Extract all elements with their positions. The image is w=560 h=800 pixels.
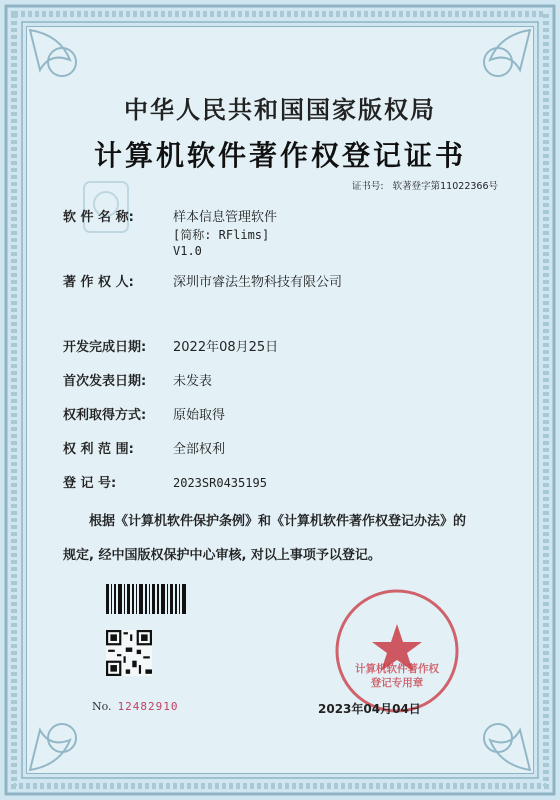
acquisition-row xyxy=(63,404,225,423)
publish-date-row xyxy=(63,370,212,389)
dev-date-row xyxy=(63,336,278,355)
field-label: 首次发表日期: xyxy=(63,374,147,389)
acquisition-value: 原始取得 xyxy=(173,408,226,423)
field-label: 权 利 范 围: xyxy=(63,442,134,457)
software-name-row xyxy=(63,206,277,225)
owner-row xyxy=(63,271,342,290)
cert-no-value: 软著登字第11022366号 xyxy=(392,181,498,192)
software-version-row xyxy=(63,244,202,259)
publish-date-value: 未发表 xyxy=(173,374,213,389)
official-seal xyxy=(332,586,462,716)
dev-date-value: 2022年08月25日 xyxy=(173,340,279,355)
field-label: 开发完成日期: xyxy=(63,340,147,355)
serial-value: 12482910 xyxy=(117,700,179,713)
scope-value: 全部权利 xyxy=(173,442,226,457)
statement-line-1: 根据《计算机软件保护条例》和《计算机软件著作权登记办法》的 xyxy=(89,514,467,529)
serial-number xyxy=(92,700,179,713)
issuer-title: 中华人民共和国国家版权局 xyxy=(124,95,436,124)
software-name-value: 样本信息管理软件 xyxy=(173,210,278,225)
reg-no-value: 2023SR0435195 xyxy=(173,476,267,490)
issue-date: 2023年04月04日 xyxy=(318,702,421,716)
field-label: 登 记 号: xyxy=(63,476,117,491)
owner-value: 深圳市睿法生物科技有限公司 xyxy=(173,275,343,290)
software-short-name-row xyxy=(63,226,269,243)
certificate-number xyxy=(346,178,498,192)
barcode xyxy=(106,584,186,614)
field-label: 软 件 名 称: xyxy=(63,210,134,225)
seal-line-1: 计算机软件著作权 xyxy=(355,663,439,675)
serial-label: No. xyxy=(92,700,112,713)
seal-inscription xyxy=(332,662,462,690)
cert-no-label: 证书号: xyxy=(351,181,384,192)
software-version: V1.0 xyxy=(173,244,202,258)
field-label: 权利取得方式: xyxy=(63,408,147,423)
field-label: 著 作 权 人: xyxy=(63,275,134,290)
qr-code xyxy=(106,630,152,676)
scope-row xyxy=(63,438,225,457)
reg-no-row xyxy=(63,472,267,491)
software-short-name: [简称: RFlims] xyxy=(173,228,270,242)
certificate-title: 计算机软件著作权登记证书 xyxy=(93,139,466,172)
statement-line-2: 规定, 经中国版权保护中心审核, 对以上事项予以登记。 xyxy=(63,548,381,563)
seal-line-2: 登记专用章 xyxy=(370,677,424,689)
